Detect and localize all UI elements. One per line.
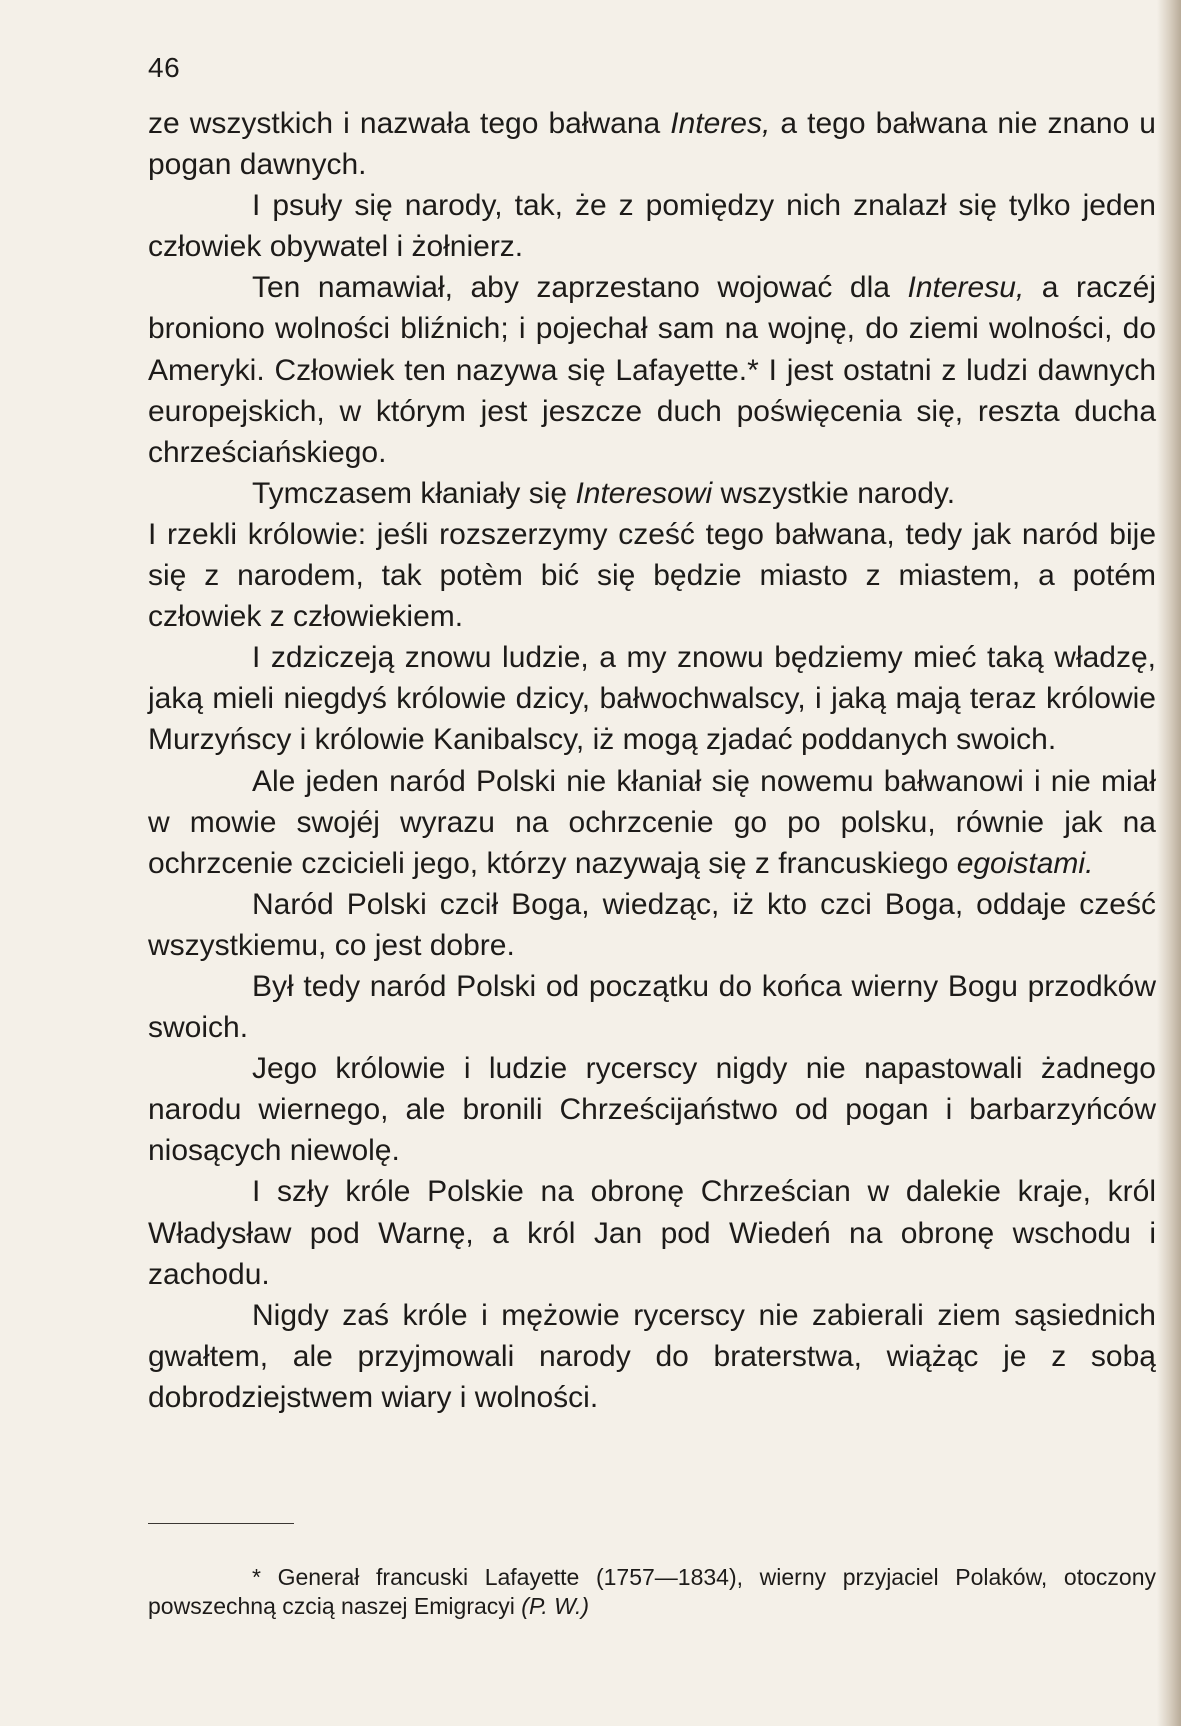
paragraph: Jego królowie i ludzie rycerscy nigdy nie napastowali żadnego narodu wiernego, ale bronili Chrześcijaństwo od pogan i barbarzyńców niosących niewolę. <box>148 1052 1156 1168</box>
text-span: Ten namawiał, aby zaprzestano wojować dla <box>252 271 908 305</box>
text-span: a tego bałwana nie znano u pogan dawnych. <box>148 107 1156 182</box>
paragraph-continuation <box>148 103 1156 185</box>
footnote-text: * Generał francuski Lafayette (1757—1834), wierny przyjaciel Polaków, otoczony powszechną czcią naszej Emigracyi <box>148 1564 1156 1619</box>
page-number: 46 <box>148 52 181 83</box>
footnote-citation: (P. W.) <box>521 1593 590 1619</box>
paragraph <box>148 473 1156 514</box>
italic-term: Interes, <box>670 107 771 140</box>
paragraph: I zdziczeją znowu ludzie, a my znowu będziemy mieć taką władzę, jaką mieli niegdyś królowie dzicy, bałwochwalscy, i jaką mają teraz królowie Murzyńscy i królowie Kanibalscy, iż mogą zjadać poddanych swoich. <box>148 641 1156 757</box>
italic-term: Interesowi <box>575 476 713 510</box>
paragraph: I rzekli królowie: jeśli rozszerzymy cześć tego bałwana, tedy jak naród bije się z narodem, tak potèm bić się będzie miasto z miastem, a potém człowiek z człowiekiem. <box>148 517 1156 634</box>
paragraph: Naród Polski czcił Boga, wiedząc, iż kto czci Boga, oddaje cześć wszystkiemu, co jest dobre. <box>148 887 1156 962</box>
italic-term: Interesu, <box>907 271 1025 305</box>
paragraph: Był tedy naród Polski od początku do końca wierny Bogu przodków swoich. <box>148 969 1156 1045</box>
main-text <box>148 103 1156 1418</box>
paragraph: I psuły się narody, tak, że z pomiędzy nich znalazł się tylko jeden człowiek obywatel i żołnierz. <box>148 189 1156 264</box>
text-span: Ale jeden naród Polski nie kłaniał się nowemu bałwanowi i nie miał w mowie swojéj wyrazu na ochrzcenie go po polsku, równie jak na ochrzcenie czcicieli jego, którzy nazywają się z francuskiego <box>148 764 1156 880</box>
book-page-right-edge <box>1157 0 1181 1726</box>
paragraph: Nigdy zaś króle i mężowie rycerscy nie zabierali ziem sąsiednich gwałtem, ale przyjmowali narody do braterstwa, wiążąc je z sobą dobrodziejstwem wiary i wolności. <box>148 1298 1156 1414</box>
text-span: ze wszystkich i nazwała tego bałwana <box>148 107 671 140</box>
paragraph <box>148 761 1156 884</box>
text-span: wszystkie narody. <box>712 476 956 510</box>
text-span: a raczéj broniono wolności bliźnich; i pojechał sam na wojnę, do ziemi wolności, do Ameryki. Człowiek ten nazywa się Lafayette.* I jest ostatni z ludzi dawnych europejskich, w którym jest jeszcze duch poświęcenia się, reszta ducha chrześciańskiego. <box>148 271 1156 469</box>
footnote <box>148 1563 1156 1621</box>
paragraph <box>148 267 1156 472</box>
italic-term: egoistami. <box>956 846 1094 880</box>
text-span: Tymczasem kłaniały się <box>252 476 576 510</box>
footnote-divider <box>148 1523 294 1524</box>
paragraph: I szły króle Polskie na obronę Chrześcian w dalekie kraje, król Władysław pod Warnę, a król Jan pod Wiedeń na obronę wschodu i zachodu. <box>148 1175 1156 1291</box>
